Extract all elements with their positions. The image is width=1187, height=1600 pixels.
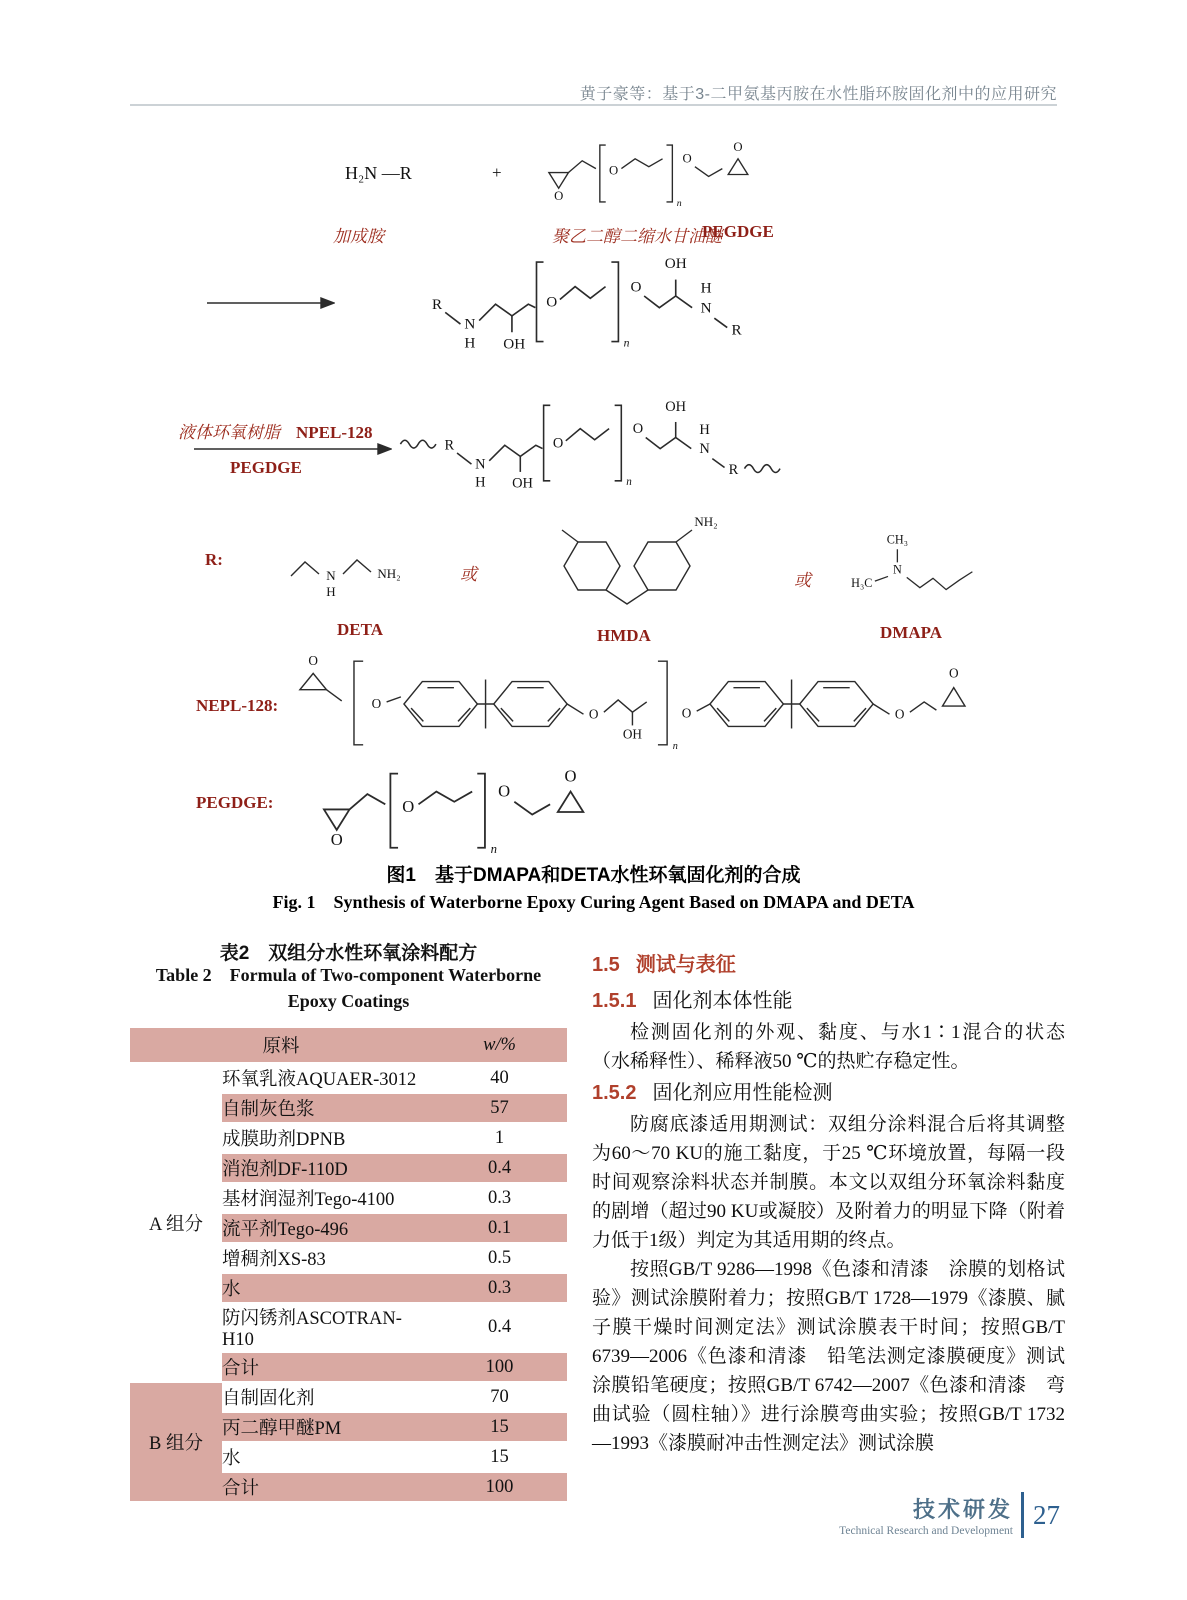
table-cell-material: 自制灰色浆 [222, 1093, 432, 1123]
figure-caption-en: Fig. 1 Synthesis of Waterborne Epoxy Curing Agent Based on DMAPA and DETA [272, 892, 915, 912]
atom-label: n [676, 197, 682, 209]
hmda-structure [548, 512, 778, 630]
atom-label: O [546, 293, 558, 311]
header-divider [130, 104, 1057, 106]
label-addition-amine: 加成胺 [333, 227, 384, 246]
table-cell-material: 流平剂Tego-496 [222, 1213, 432, 1243]
label-nepl-colon: NEPL-128: [196, 696, 279, 715]
table-2 [130, 1028, 567, 1503]
pegdge-structure-bottom [316, 766, 636, 858]
reaction-arrow-2 [192, 441, 392, 457]
arrow2-bottom-label: PEGDGE [230, 458, 302, 477]
table-cell-material: 增稠剂XS-83 [222, 1243, 432, 1273]
section-1-5-1-heading: 1.5.1 固化剂本体性能 [592, 990, 793, 1012]
atom-label: N [326, 568, 336, 583]
atom-label: H [700, 279, 712, 297]
label-deta: DETA [337, 620, 383, 639]
atom-label: O [630, 278, 642, 296]
page-number: 27 [1033, 1499, 1060, 1530]
pegdge-structure-top [543, 139, 788, 210]
table-cell-material: 水 [222, 1442, 432, 1472]
dmapa-structure [843, 528, 993, 608]
table-group-label: A 组分 [130, 1063, 222, 1382]
paragraph-1-5-1: 检测固化剂的外观、黏度、与水1∶1混合的状态（水稀释性）、稀释液50 ℃的热贮存稳定性。 [592, 1022, 1065, 1072]
atom-label: O [608, 163, 619, 178]
deta-structure [285, 540, 435, 602]
atom-label: n [623, 336, 630, 350]
reaction-arrow-1 [205, 295, 335, 311]
atom-label: H [326, 584, 336, 599]
atom-label: OH [664, 254, 687, 272]
atom-label: O [681, 705, 692, 721]
table-cell-material: 合计 [222, 1472, 432, 1502]
table-cell-value: 0.4 [432, 1303, 567, 1352]
atom-label: N [892, 562, 902, 577]
final-product-structure [398, 392, 798, 503]
atom-label: N [700, 299, 712, 317]
atom-label: OH [622, 726, 643, 742]
footer-section [839, 1493, 1013, 1537]
table-cell-material: 丙二醇甲醚PM [222, 1412, 432, 1442]
table-cell-material: 成膜助剂DPNB [222, 1123, 432, 1153]
atom-label: N [464, 315, 476, 333]
page-footer [839, 1492, 1060, 1538]
table-cell-value: 70 [432, 1382, 567, 1412]
nepl-128-structure [278, 653, 993, 755]
reactant-amine-formula: H₂N —R [345, 163, 412, 183]
footer-section-en: Technical Research and Development [839, 1525, 1013, 1537]
figure-caption-cn: 图1 基于DMAPA和DETA水性环氧固化剂的合成 [386, 865, 801, 886]
table-cell-material: 环氧乳液AQUAER-3012 [222, 1063, 432, 1093]
atom-label: NH₂ [694, 514, 718, 529]
atom-label: O [894, 706, 905, 722]
table-row [130, 1063, 567, 1093]
section-1-5-heading: 1.5 测试与表征 [592, 954, 736, 976]
section-column [592, 950, 1065, 1458]
table-cell-material: 水 [222, 1273, 432, 1303]
table-cell-value: 40 [432, 1063, 567, 1093]
atom-label: CH₃ [886, 532, 908, 547]
table-cell-material: 消泡剂DF-110D [222, 1153, 432, 1183]
table-title-cn: 表2 双组分水性环氧涂料配方 [219, 943, 478, 964]
label-or-2: 或 [794, 571, 811, 590]
footer-section-cn: 技术研发 [912, 1497, 1013, 1522]
table-cell-value: 0.3 [432, 1183, 567, 1213]
atom-label: OH [503, 335, 526, 353]
table-cell-material: 防闪锈剂ASCOTRAN-H10 [222, 1303, 432, 1352]
table-cell-value: 57 [432, 1093, 567, 1123]
label-pegdge-colon: PEGDGE: [196, 793, 274, 812]
table-cell-value: 0.4 [432, 1153, 567, 1183]
label-liquid-epoxy: 液体环氧树脂 [178, 423, 280, 442]
plus-sign: + [492, 163, 502, 182]
footer-divider [1021, 1492, 1024, 1538]
column-header-material: 原料 [130, 1028, 432, 1063]
table-title-en: Table 2 Formula of Two-component Waterborne Epoxy Coatings [155, 965, 542, 1011]
adduct-product-structure [425, 248, 765, 365]
table-group-label: B 组分 [130, 1382, 222, 1502]
table-cell-value: 15 [432, 1442, 567, 1472]
table-cell-value: 0.3 [432, 1273, 567, 1303]
table-cell-value: 0.1 [432, 1213, 567, 1243]
table-cell-material: 基材润湿剂Tego-4100 [222, 1183, 432, 1213]
atom-label: R [431, 295, 443, 313]
label-pegdge-en: PEGDGE [702, 222, 774, 241]
table-cell-value: 100 [432, 1472, 567, 1502]
label-hmda: HMDA [597, 626, 651, 645]
atom-label: O [948, 665, 959, 681]
atom-label: H₃C [851, 575, 873, 590]
table-header-row [130, 1028, 567, 1063]
label-dmapa: DMAPA [880, 623, 942, 642]
atom-label: n [672, 740, 678, 752]
column-header-weight: w/% [432, 1028, 567, 1063]
table-cell-value: 1 [432, 1123, 567, 1153]
paragraph-1-5-2-b: 按照GB/T 9286—1998《色漆和清漆 涂膜的划格试验》测试涂膜附着力；按照GB/T 1728—1979《漆膜、腻子膜干燥时间测定法》测试涂膜表干时间；按照GB/T 6739—2006《色漆和清漆 铅笔法测定漆膜硬度》测试涂膜铅笔硬度；按照GB/T 6742—2007《色漆和清漆 弯曲试验（圆柱轴）》进行涂膜弯曲实验；按照GB/T 1732—1993《漆膜耐冲击性测定法》测试涂膜 [592, 1259, 1065, 1454]
table-cell-value: 100 [432, 1352, 567, 1382]
atom-label: O [308, 653, 318, 669]
table-cell-material: 合计 [222, 1352, 432, 1382]
running-head: 黄子豪等：基于3-二甲氨基丙胺在水性脂环胺固化剂中的应用研究 [579, 86, 1057, 103]
atom-label: H [464, 334, 476, 352]
atom-label: O [682, 151, 692, 166]
paragraph-1-5-2-a: 防腐底漆适用期测试：双组分涂料混合后将其调整为60～70 KU的施工黏度，于25 ℃环境放置，每隔一段时间观察涂料状态并制膜。本文以双组分环氧涂料黏度的剧增（超过90 KU或凝胶）及附着力的明显下降（附着力低于1级）判定为其适用期的终点。 [592, 1114, 1065, 1251]
label-r: R: [205, 550, 223, 569]
arrow2-top-label [178, 418, 373, 443]
label-or-1: 或 [460, 565, 477, 584]
table-cell-value: 0.5 [432, 1243, 567, 1273]
table-row [130, 1382, 567, 1412]
section-1-5-2-heading: 1.5.2 固化剂应用性能检测 [592, 1082, 833, 1104]
atom-label: O [588, 706, 599, 722]
label-npel: NPEL-128 [296, 423, 373, 442]
table-cell-value: 15 [432, 1412, 567, 1442]
atom-label: R [731, 321, 742, 339]
atom-label: O [554, 188, 564, 203]
label-pegdge-cn: 聚乙二醇二缩水甘油醚 [552, 227, 722, 246]
atom-label: NH₂ [377, 566, 401, 581]
atom-label: O [371, 696, 382, 712]
atom-label: O [733, 139, 743, 154]
table-cell-material: 自制固化剂 [222, 1382, 432, 1412]
